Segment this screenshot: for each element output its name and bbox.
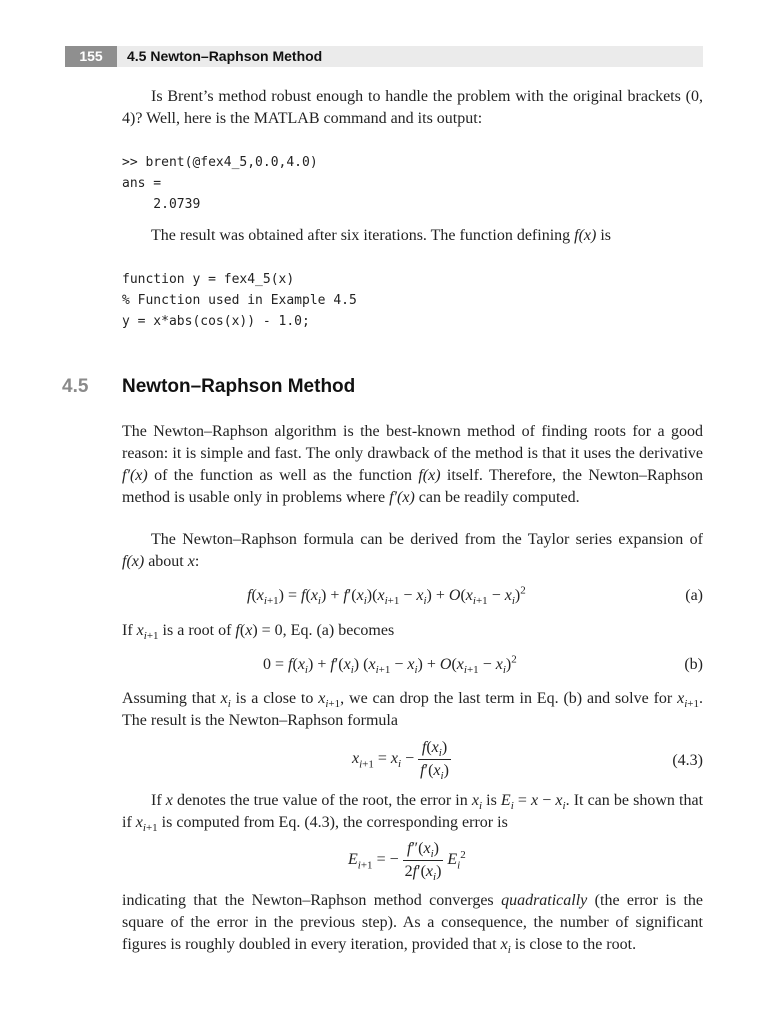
equation-a: $f(x_{i+1}) = f(x_i) + f'(x_i)(x_{i+1} - x_i) + O(x_{i+1} - x_i)^2$ xyxy=(247,584,526,608)
math-inline: f(x) xyxy=(418,467,441,484)
code-line: ans = xyxy=(122,176,162,191)
page-number: 155 xyxy=(65,46,117,67)
equation-a-tag: (a) xyxy=(685,587,703,604)
code-line: % Function used in Example 4.5 xyxy=(122,293,357,308)
math-inline: x xyxy=(187,553,195,570)
math-inline: f′(x) xyxy=(122,467,148,484)
section-title: Newton–Raphson Method xyxy=(122,376,356,397)
code-line: y = x*abs(cos(x)) - 1.0; xyxy=(122,314,310,329)
equation-b: $0 = f(x_i) + f'(x_i) (x_{i+1} - x_i) + O(x_{i+1} - x_i)^2$ xyxy=(263,653,517,677)
code-block-brent-command xyxy=(122,152,318,215)
code-line: function y = fex4_5(x) xyxy=(122,272,295,287)
running-header xyxy=(65,46,703,67)
paragraph-result: The result was obtained after six iterations. The function defining f(x) is xyxy=(151,227,612,244)
header-title: 4.5 Newton–Raphson Method xyxy=(127,48,323,64)
equation-newton-raphson: $x_{i+1} = x_i$ − $\frac{f(x_i)}{f'(x_i)}$ xyxy=(352,739,449,783)
equation-4-3-tag: (4.3) xyxy=(672,752,703,769)
code-line: >> brent(@fex4_5,0.0,4.0) xyxy=(122,155,318,170)
section-number: 4.5 xyxy=(62,376,89,397)
math-inline: f′(x) xyxy=(389,489,415,506)
paragraph-taylor: The Newton–Raphson formula can be derived from the Taylor series expansion of f(x) about x: xyxy=(122,531,703,570)
paragraph-brent-question: Is Brent’s method robust enough to handle the problem with the original brackets (0, 4)? Well, here is the MATLAB command and its output: xyxy=(122,88,703,127)
paragraph-assumption: Assuming that $x_i$ is a close to $x_{i+1}$, we can drop the last term in Eq. (b) and solve for $x_{i+1}$. The result is the Newton–Raphson formula xyxy=(122,690,704,729)
code-line: 2.0739 xyxy=(122,197,201,212)
math-inline: f(x) xyxy=(122,553,145,570)
paragraph-convergence: indicating that the Newton–Raphson method converges quadratically (the error is the square of the error in the previous step). As a consequence, the number of significant figures is roughly doubled in every iteration, provided that $x_i$ is close to the root. xyxy=(122,892,703,957)
paragraph-error: If x denotes the true value of the root, the error in $x_i$ is $E_i = x - x_i$. It can be shown that if $x_{i+1}$ is computed from Eq. (4.3), the corresponding error is xyxy=(122,792,704,835)
paragraph-root: If $x_{i+1}$ is a root of f(x) = 0, Eq. (a) becomes xyxy=(122,622,395,643)
code-block-function xyxy=(122,269,357,332)
math-inline: f(x) xyxy=(574,227,597,244)
equation-b-tag: (b) xyxy=(684,656,703,673)
paragraph-intro: The Newton–Raphson algorithm is the best-known method of finding roots for a good reason: it is simple and fast. The only drawback of the method is that it uses the derivative f′(x) of the function as well as the function f(x) itself. Therefore, the Newton–Raphson method is usable only in problems where f′(x) can be readily computed. xyxy=(122,423,704,506)
equation-error: $E_{i+1}$ = − $\frac{f''(x_i)}{2f'(x_i)}$ $E_i^2$ xyxy=(348,840,466,884)
